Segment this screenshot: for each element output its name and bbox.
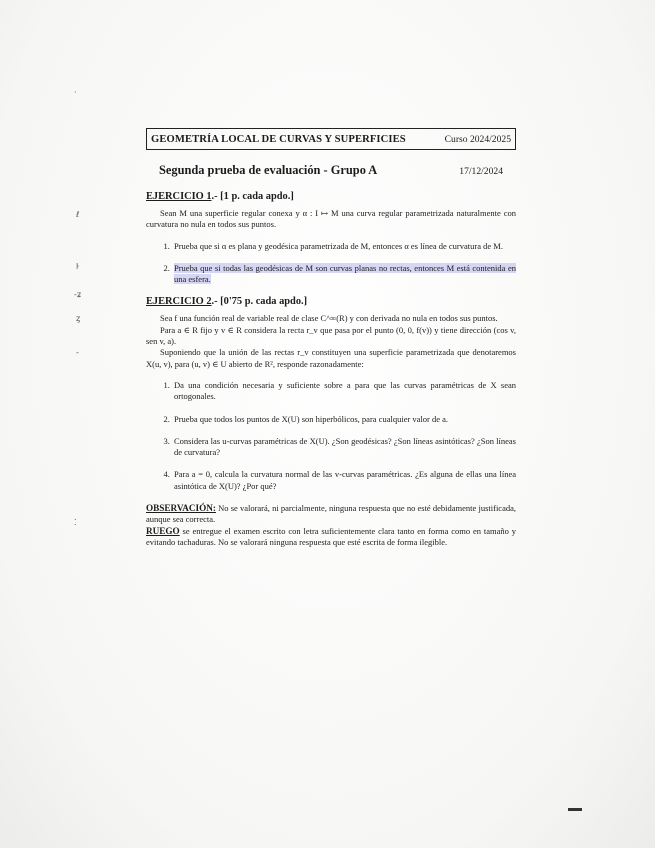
exercise-1-list [146,241,516,286]
exercise-1-points: .- [1 p. cada apdo.] [211,191,294,202]
scan-mark: · [74,88,77,97]
observation [146,503,516,526]
scan-mark: ŀ [76,262,79,271]
exercise-1-label: EJERCICIO 1 [146,191,212,202]
exam-content [146,128,516,548]
scan-mark: -ʑ [74,290,82,299]
scan-mark: ⁚ [74,518,77,527]
exercise-2-points: .- [0'75 p. cada apdo.] [211,296,308,308]
exercise-2-label: EJERCICIO 2 [146,296,212,308]
exam-date: 17/12/2024 [459,166,503,177]
highlighted-text: Prueba que si todas las geodésicas de M son curvas planas no rectas, entonces M está contenida en una esfera. [174,262,516,285]
exercise-1-item-2 [172,263,516,286]
exam-subtitle: Segunda prueba de evaluación - Grupo A [159,163,378,177]
exercise-2-item-4: 4. Para a = 0, calcula la curvatura normal de las v-curvas paramétricas. ¿Es alguna de ellas una línea asintótica de X(U)? ¿Por qué? [172,469,516,492]
observation-text: No se valorará, ni parcialmente, ninguna respuesta que no esté debidamente justificada, aunque sea correcta. [146,503,516,525]
exercise-1-item-1: 1. Prueba que si α es plana y geodésica parametrizada de M, entonces α es línea de curvatura de M. [172,241,516,252]
observation-label: OBSERVACIÓN: [146,503,216,514]
header-box [146,128,516,150]
exercise-2-item-3: 3. Considera las u-curvas paramétricas de X(U). ¿Son geodésicas? ¿Son líneas asintóticas? ¿Son líneas de curvatura? [172,436,516,459]
exercise-1-intro: Sean M una superficie regular conexa y α : I ↦ M una curva regular parametrizada naturalmente con curvatura no nula en todos sus puntos. [146,208,516,230]
request-text: se entregue el examen escrito con letra suficientemente clara tanto en forma como en tamaño y evitando tachaduras. No se valorará ninguna respuesta que esté escrita de forma ilegible. [146,525,516,547]
exercise-1-heading [146,191,516,202]
exercise-2-intro-1: Sea f una función real de variable real de clase C^∞(R) y con derivada no nula en todos sus puntos. [160,313,498,324]
header-title: GEOMETRÍA LOCAL DE CURVAS Y SUPERFICIES [151,133,406,145]
scan-mark: - [76,348,79,357]
exercise-2-item-1: 1. Da una condición necesaria y suficiente sobre a para que las curvas paramétricas de X sean ortogonales. [172,380,516,403]
course-label: Curso 2024/2025 [444,133,511,145]
exercise-2-item-2: 2. Prueba que todos los puntos de X(U) son hiperbólicos, para cualquier valor de a. [172,414,516,425]
request-label: RUEGO [146,525,180,536]
exercise-2-list [146,380,516,492]
scan-mark: ȥ [76,314,81,323]
subtitle-row [146,163,516,178]
scan-artifact [568,808,582,811]
exercise-2-intro-2: Para a ∈ R fijo y v ∈ R considera la recta r_v que pasa por el punto (0, 0, f(v)) y tiene dirección (cos v, sen v, a). [146,324,516,347]
request-note [146,526,516,549]
exercise-2-intro-3: Suponiendo que la unión de las rectas r_v constituyen una superficie parametrizada que denotaremos X(u, v), para (u, v) ∈ U abierto de R², responde razonadamente: [146,347,516,369]
scan-mark: ℓ [76,210,80,219]
exercise-2-heading [146,296,516,307]
